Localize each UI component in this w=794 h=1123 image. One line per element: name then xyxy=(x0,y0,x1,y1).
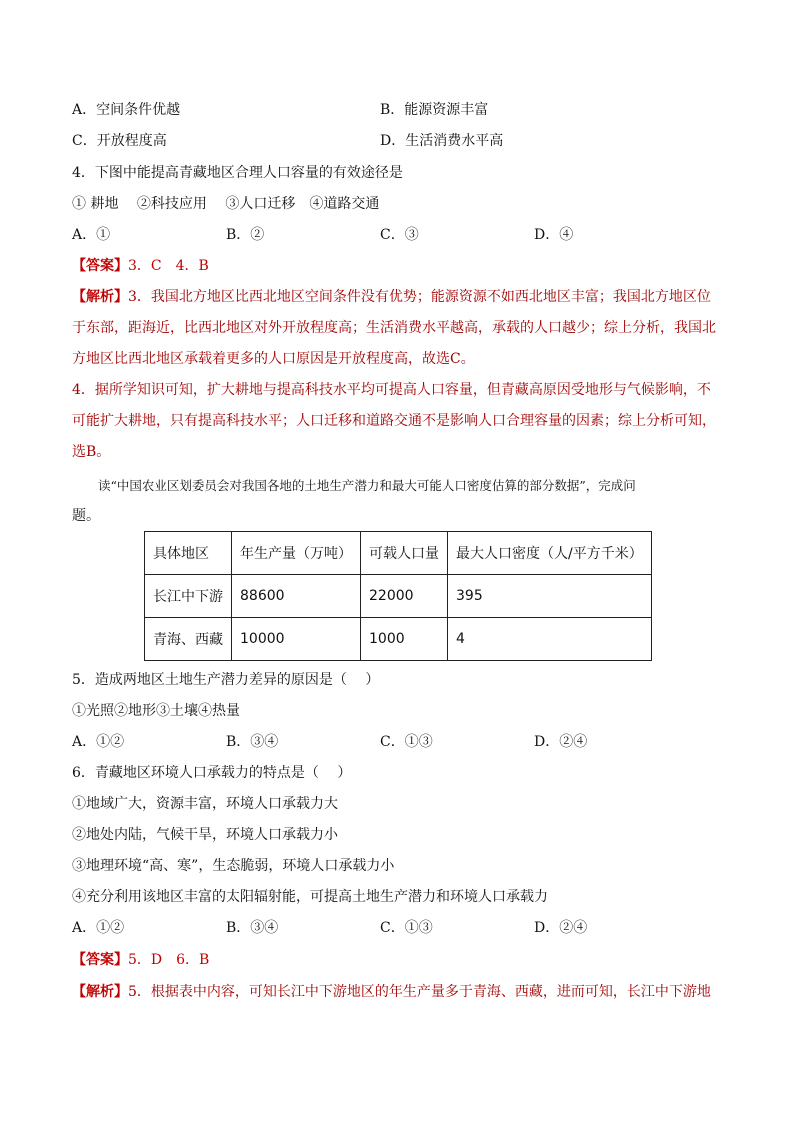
analysis-block-2 xyxy=(72,982,711,1002)
table-header-cell: 最大人口密度（人/平方千米） xyxy=(448,532,652,575)
analysis-tag: 【解析】 xyxy=(72,289,128,305)
answer-text: 3．C 4．B xyxy=(128,258,209,274)
table-cell: 青海、西藏 xyxy=(145,618,232,661)
q4-option-c: C．③ xyxy=(380,227,419,243)
analysis-text: 3．我国北方地区比西北地区空间条件没有优势；能源资源不如西北地区丰富；我国北方地区位 xyxy=(128,289,711,305)
q6-statement-2: ②地处内陆，气候干旱，环境人口承载力小 xyxy=(72,827,338,843)
answer-tag: 【答案】 xyxy=(72,258,128,274)
q6-statement-4: ④充分利用该地区丰富的太阳辐射能，可提高土地生产潜力和环境人口承载力 xyxy=(72,889,548,905)
table-header-cell: 年生产量（万吨） xyxy=(232,532,361,575)
reading-prompt-line-1: 读“中国农业区划委员会对我国各地的土地生产潜力和最大可能人口密度估算的部分数据”，完成问 xyxy=(98,478,636,493)
table-cell: 88600 xyxy=(232,575,361,618)
table-row xyxy=(145,618,652,661)
q5-option-b: B．③④ xyxy=(226,734,279,750)
q6-option-c: C．①③ xyxy=(380,920,433,936)
reading-prompt-line-2: 题。 xyxy=(72,508,100,524)
analysis-line-3: 方地区比西北地区承载着更多的人口原因是开放程度高，故选C。 xyxy=(72,351,475,367)
q4-stem: 4．下图中能提高青藏地区合理人口容量的有效途径是 xyxy=(72,165,403,181)
analysis-line-1 xyxy=(72,287,711,307)
table-cell: 1000 xyxy=(361,618,448,661)
answer-block-1 xyxy=(72,256,209,276)
q6-option-a: A．①② xyxy=(72,920,125,936)
q5-option-a: A．①② xyxy=(72,734,125,750)
q5-items: ①光照②地形③土壤④热量 xyxy=(72,703,240,719)
answer-block-2 xyxy=(72,950,209,970)
q5-stem: 5．造成两地区土地生产潜力差异的原因是（ ） xyxy=(72,672,380,688)
analysis-line-4: 4．据所学知识可知，扩大耕地与提高科技水平均可提高人口容量，但青藏高原因受地形与气候影响，不 xyxy=(72,382,711,398)
q5-option-d: D．②④ xyxy=(534,734,588,750)
table-header-cell: 可载人口量 xyxy=(361,532,448,575)
data-table xyxy=(144,531,652,661)
q6-statement-3: ③地理环境“高、寒”，生态脆弱，环境人口承载力小 xyxy=(72,858,395,874)
q6-statement-1: ①地域广大，资源丰富，环境人口承载力大 xyxy=(72,796,338,812)
q3-option-c: C．开放程度高 xyxy=(72,133,167,149)
q4-option-d: D．④ xyxy=(534,227,574,243)
q3-option-a: A．空间条件优越 xyxy=(72,102,181,118)
table-cell: 4 xyxy=(448,618,652,661)
table-cell: 长江中下游 xyxy=(145,575,232,618)
q6-option-b: B．③④ xyxy=(226,920,279,936)
analysis-text: 5．根据表中内容，可知长江中下游地区的年生产量多于青海、西藏，进而可知，长江中下游地 xyxy=(128,984,711,1000)
q5-option-c: C．①③ xyxy=(380,734,433,750)
table-cell: 395 xyxy=(448,575,652,618)
q3-option-d: D．生活消费水平高 xyxy=(380,133,504,149)
q4-option-b: B．② xyxy=(226,227,265,243)
analysis-tag: 【解析】 xyxy=(72,984,128,1000)
analysis-line-6: 选B。 xyxy=(72,444,111,460)
q4-items: ① 耕地 ②科技应用 ③人口迁移 ④道路交通 xyxy=(72,196,380,212)
answer-tag: 【答案】 xyxy=(72,952,128,968)
table-cell: 22000 xyxy=(361,575,448,618)
q4-option-a: A．① xyxy=(72,227,111,243)
q6-option-d: D．②④ xyxy=(534,920,588,936)
table-row xyxy=(145,575,652,618)
table-header-row xyxy=(145,532,652,575)
analysis-line-5: 可能扩大耕地，只有提高科技水平；人口迁移和道路交通不是影响人口合理容量的因素；综上分析可知， xyxy=(72,413,716,429)
answer-text: 5．D 6．B xyxy=(128,952,210,968)
q6-stem: 6．青藏地区环境人口承载力的特点是（ ） xyxy=(72,765,352,781)
q3-option-b: B．能源资源丰富 xyxy=(380,102,489,118)
analysis-line-2: 于东部，距海近，比西北地区对外开放程度高；生活消费水平越高，承载的人口越少；综上分析，我国北 xyxy=(72,320,716,336)
table-header-cell: 具体地区 xyxy=(145,532,232,575)
table-cell: 10000 xyxy=(232,618,361,661)
